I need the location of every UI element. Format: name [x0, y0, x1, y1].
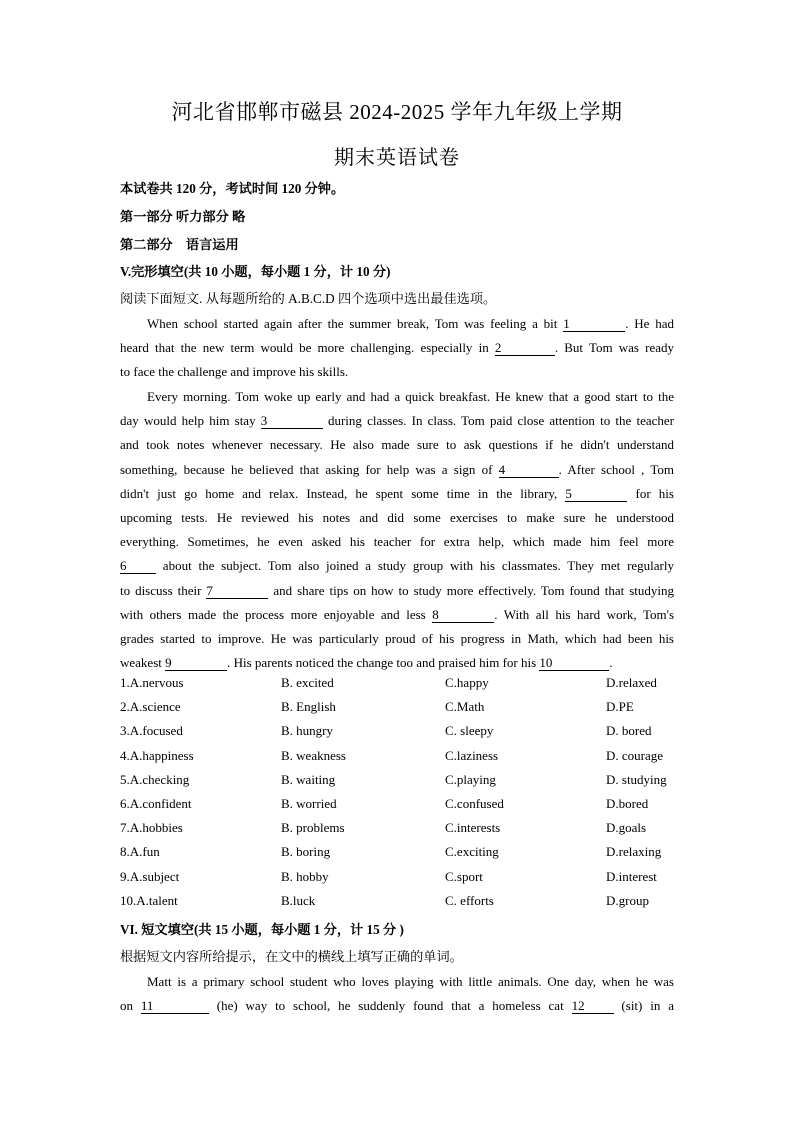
option-c: C.exciting [445, 844, 499, 860]
option-row [120, 796, 700, 820]
exam-info-total: 本试卷共 120 分，考试时间 120 分钟。 [120, 181, 345, 196]
option-b: B. boring [281, 844, 331, 860]
text-run: . His parents noticed the change too and praised him for his [227, 655, 540, 671]
blank-5: 5 [565, 486, 627, 502]
text-run: Every morning. Tom woke up early and had a quick breakfast. He knew that a good start to the [147, 389, 674, 404]
text-run: and share tips on how to study more effectively. Tom found that studying [268, 582, 675, 598]
text-run: for his [627, 485, 674, 501]
option-a: 4.A.happiness [120, 747, 194, 763]
section5-heading: V.完形填空(共 10 小题，每小题 1 分，计 10 分) [120, 264, 391, 279]
text-run: . With all his hard work, Tom's [494, 606, 674, 622]
section5-instruction: 阅读下面短文. 从每题所给的 A.B.C.D 四个选项中选出最佳选项。 [120, 291, 497, 306]
option-a: 10.A.talent [120, 892, 178, 908]
blank-10: 10 [539, 655, 609, 671]
option-d: D.interest [606, 868, 657, 884]
option-d: D.group [606, 892, 649, 908]
text-run: (sit) in a [613, 998, 674, 1014]
text-run: Matt is a primary school student who loves playing with little animals. One day, when he was [147, 974, 674, 989]
option-a: 9.A.subject [120, 868, 180, 884]
option-c: C. efforts [445, 892, 494, 908]
option-row [120, 820, 700, 844]
option-a: 2.A.science [120, 699, 181, 715]
option-a: 8.A.fun [120, 844, 160, 860]
option-c: C.happy [445, 675, 489, 690]
blank-12: 12 [572, 998, 614, 1014]
option-c: C.playing [445, 771, 496, 787]
passage1-paragraph2 [120, 385, 674, 675]
blank-11: 11 [141, 998, 209, 1014]
option-row [120, 723, 700, 747]
option-b: B. excited [281, 675, 334, 690]
option-b: B. waiting [281, 771, 336, 787]
text-run: When school started again after the summer break, Tom was feeling a bit [147, 316, 564, 331]
option-b: B. problems [281, 820, 345, 836]
text-run: . But Tom was ready [554, 340, 674, 356]
option-row [120, 699, 700, 723]
blank-4: 4 [499, 462, 559, 478]
option-d: D.relaxing [606, 844, 662, 860]
text-run: and took notes whenever necessary. He also made sure to ask questions if he didn't understand [120, 437, 674, 453]
text-run: with others made the process more enjoyable and less [120, 606, 433, 622]
text-run: grades started to improve. He was particularly proud of his progress in Math, which had been his [120, 630, 674, 646]
blank-8: 8 [432, 607, 494, 623]
text-run: to face the challenge and improve his skills. [120, 364, 349, 380]
passage1-paragraph1 [120, 312, 674, 385]
text-run: upcoming tests. He reviewed his notes and did some exercises to make sure he understood [120, 509, 674, 525]
text-run: day would help him stay [120, 413, 261, 429]
option-c: C.confused [445, 796, 504, 811]
text-run: to discuss their [120, 582, 207, 598]
option-row [120, 675, 700, 699]
option-a: 7.A.hobbies [120, 820, 183, 836]
option-row [120, 844, 700, 868]
blank-9: 9 [165, 655, 227, 671]
blank-2: 2 [495, 340, 555, 356]
part1-heading: 第一部分 听力部分 略 [120, 209, 246, 224]
text-run: weakest [120, 655, 166, 671]
section6-instruction: 根据短文内容所给提示，在文中的横线上填写正确的单词。 [120, 949, 463, 964]
option-b: B. English [281, 699, 336, 715]
option-b: B. hobby [281, 868, 329, 884]
option-d: D. studying [606, 771, 667, 787]
option-b: B. worried [281, 796, 337, 811]
option-d: D.PE [606, 699, 634, 715]
option-d: D.bored [606, 796, 649, 811]
text-run: . He had [625, 316, 674, 331]
text-run: heard that the new term would be more challenging. especially in [120, 340, 495, 356]
option-row [120, 748, 700, 772]
option-row [120, 869, 700, 893]
part2-heading: 第二部分 语言运用 [120, 237, 239, 252]
option-b: B.luck [281, 892, 316, 908]
option-a: 1.A.nervous [120, 675, 184, 690]
option-d: D.relaxed [606, 675, 657, 690]
text-run: on [120, 998, 141, 1014]
text-run: . After school , Tom [558, 461, 674, 477]
option-row [120, 772, 700, 796]
page-title-line1: 河北省邯郸市磁县 2024-2025 学年九年级上学期 [171, 100, 623, 124]
page-title-line2: 期末英语试卷 [334, 147, 460, 169]
option-b: B. hungry [281, 723, 333, 739]
text-run: (he) way to school, he suddenly found that a homeless cat [208, 998, 572, 1014]
option-d: D.goals [606, 820, 647, 836]
option-a: 3.A.focused [120, 723, 183, 739]
text-run: everything. Sometimes, he even asked his teacher for extra help, which made him feel more [120, 534, 674, 550]
option-c: C.laziness [445, 747, 499, 763]
option-c: C.interests [445, 820, 501, 836]
option-d: D. courage [606, 747, 664, 763]
blank-3: 3 [261, 413, 323, 429]
passage2-paragraph1 [120, 970, 674, 1018]
option-c: C.Math [445, 699, 485, 715]
option-b: B. weakness [281, 747, 346, 763]
blank-7: 7 [206, 583, 268, 599]
section6-heading: VI. 短文填空(共 15 小题，每小题 1 分，计 15 分 ) [120, 922, 404, 937]
text-run: didn't just go home and relax. Instead, he spent some time in the library, [120, 485, 566, 501]
text-run: about the subject. Tom also joined a study group with his classmates. They met regularly [156, 558, 674, 574]
text-run: something, because he believed that asking for help was a sign of [120, 461, 499, 477]
blank-6: 6 [120, 558, 156, 574]
option-c: C.sport [445, 868, 483, 884]
option-a: 5.A.checking [120, 771, 190, 787]
option-c: C. sleepy [445, 723, 494, 739]
option-a: 6.A.confident [120, 796, 192, 811]
blank-1: 1 [563, 316, 625, 332]
text-run: . [609, 655, 613, 671]
option-row [120, 893, 700, 917]
text-run: during classes. In class. Tom paid close attention to the teacher [322, 413, 674, 429]
option-d: D. bored [606, 723, 652, 739]
